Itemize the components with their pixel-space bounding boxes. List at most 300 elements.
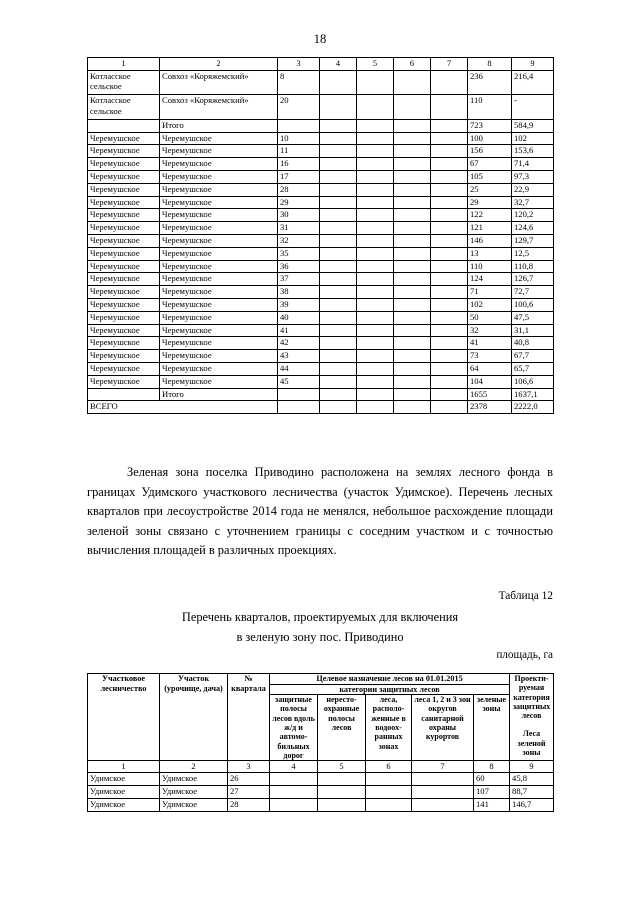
table-cell — [394, 132, 431, 145]
th-kategorii-zaschitnyh-lesov: категории защитных лесов — [270, 684, 510, 695]
column-number-cell: 2 — [160, 58, 278, 71]
table-cell — [394, 145, 431, 158]
table-cell: Котласское сельское — [88, 95, 160, 120]
table-cell: Черемушское — [88, 350, 160, 363]
table-cell — [394, 234, 431, 247]
table-cell: 32 — [278, 234, 320, 247]
table-cell — [357, 145, 394, 158]
table-cell — [394, 247, 431, 260]
table-cell: 22,9 — [512, 183, 554, 196]
table-quarters-continuation-wrap — [87, 57, 553, 414]
column-number-cell: 8 — [468, 58, 512, 71]
table-cell — [431, 311, 468, 324]
table-row — [88, 401, 554, 414]
table-cell — [357, 70, 394, 95]
column-number-cell: 9 — [512, 58, 554, 71]
th-lesa-vodoohrannye-zony: леса, располо-женные в водоох-ранных зонах — [366, 695, 412, 761]
table-row-column-numbers — [88, 761, 554, 773]
table-row — [88, 350, 554, 363]
th-nerestoohrannye-polosy: нересто-охранные полосы лесов — [318, 695, 366, 761]
table-row — [88, 209, 554, 222]
table-caption-line1: Перечень кварталов, проектируемых для включения — [181, 610, 459, 624]
th-uchastkovoe-lesnichestvo: Участковое лесничество — [88, 674, 160, 761]
table-cell: Черемушское — [88, 170, 160, 183]
table-row — [88, 222, 554, 235]
table-cell: Черемушское — [160, 286, 278, 299]
table-cell — [394, 401, 431, 414]
table-cell — [88, 388, 160, 401]
table-cell: Удимское — [160, 799, 228, 812]
column-number-cell: 6 — [366, 761, 412, 773]
table-cell — [431, 170, 468, 183]
body-paragraph: Зеленая зона поселка Приводино расположена на землях лесного фонда в границах Удимского участкового лесничества (участок Удимское). Перечень лесных кварталов при лесоустройстве 2014 года не менялся, небольшое расхождение площади зеленой зоны связано с уточнением границы с соседним участком и с точностью вычисления площадей в различных проекциях. — [87, 465, 553, 558]
table-cell: 30 — [278, 209, 320, 222]
column-number-cell: 5 — [357, 58, 394, 71]
table-cell: 40,8 — [512, 337, 554, 350]
table-cell: Черемушское — [88, 145, 160, 158]
table-cell — [394, 183, 431, 196]
table-cell — [357, 273, 394, 286]
table-cell: Удимское — [160, 786, 228, 799]
table-cell — [357, 132, 394, 145]
table-cell: 72,7 — [512, 286, 554, 299]
column-number-cell: 5 — [318, 761, 366, 773]
column-number-cell: 7 — [431, 58, 468, 71]
th-group-celevoe-naznachenie: Целевое назначение лесов на 01.01.2015 — [270, 674, 510, 685]
table-cell: 45 — [278, 375, 320, 388]
table-cell — [278, 401, 320, 414]
table-row — [88, 786, 554, 799]
th-zaschitnye-polosy-dorog: защитные полосы лесов вдоль ж/д и автомо-бильных дорог — [270, 695, 318, 761]
column-number-cell: 9 — [510, 761, 554, 773]
table-cell: 1655 — [468, 388, 512, 401]
table-cell: 36 — [278, 260, 320, 273]
table-cell: 29 — [468, 196, 512, 209]
table-cell — [320, 196, 357, 209]
table-cell — [357, 95, 394, 120]
table-cell — [394, 362, 431, 375]
table-cell — [320, 311, 357, 324]
spacer — [512, 720, 551, 729]
table-cell: 141 — [474, 799, 510, 812]
table-cell: Черемушское — [88, 196, 160, 209]
table-cell — [357, 324, 394, 337]
table-cell: 11 — [278, 145, 320, 158]
table-cell: 106,6 — [512, 375, 554, 388]
table-cell: 1637,1 — [512, 388, 554, 401]
table-cell: 236 — [468, 70, 512, 95]
table-cell — [320, 401, 357, 414]
table-cell — [412, 799, 474, 812]
table-cell — [394, 273, 431, 286]
table-cell: 43 — [278, 350, 320, 363]
table-cell: Черемушское — [88, 247, 160, 260]
table-cell — [320, 234, 357, 247]
table-cell: 32,7 — [512, 196, 554, 209]
column-number-cell: 7 — [412, 761, 474, 773]
table-cell: 8 — [278, 70, 320, 95]
table-cell — [431, 222, 468, 235]
table-row — [88, 183, 554, 196]
table-cell: Черемушское — [88, 337, 160, 350]
table-cell: 32 — [468, 324, 512, 337]
table-cell — [320, 222, 357, 235]
table-cell — [431, 234, 468, 247]
table-cell: 25 — [468, 183, 512, 196]
column-number-cell: 1 — [88, 761, 160, 773]
table-cell: 102 — [512, 132, 554, 145]
table-cell: 124 — [468, 273, 512, 286]
table-cell: 122 — [468, 209, 512, 222]
table-cell — [394, 375, 431, 388]
table-cell — [357, 260, 394, 273]
table-cell — [357, 337, 394, 350]
table-cell: Черемушское — [160, 311, 278, 324]
table-cell: 40 — [278, 311, 320, 324]
table-cell — [320, 247, 357, 260]
table-cell — [357, 183, 394, 196]
table-cell: Черемушское — [88, 183, 160, 196]
table-row — [88, 234, 554, 247]
table-cell: 28 — [228, 799, 270, 812]
table-cell: Черемушское — [88, 158, 160, 171]
table-cell: Удимское — [88, 786, 160, 799]
table-cell — [412, 786, 474, 799]
table-cell — [394, 337, 431, 350]
table-cell: 38 — [278, 286, 320, 299]
table-cell — [320, 286, 357, 299]
table-cell: Черемушское — [160, 170, 278, 183]
table-cell: Черемушское — [160, 337, 278, 350]
table-cell — [320, 209, 357, 222]
table-cell: 100,6 — [512, 298, 554, 311]
table-row — [88, 362, 554, 375]
table-cell: - — [512, 95, 554, 120]
table-cell — [394, 222, 431, 235]
table-cell — [357, 247, 394, 260]
table-cell — [431, 273, 468, 286]
table-cell — [320, 170, 357, 183]
table-cell: Черемушское — [88, 286, 160, 299]
table-cell: Черемушское — [160, 158, 278, 171]
table-cell: Итого — [160, 119, 278, 132]
table-cell: 17 — [278, 170, 320, 183]
column-number-cell: 4 — [270, 761, 318, 773]
table-row — [88, 132, 554, 145]
table-privodino-wrap — [87, 673, 553, 812]
table-cell — [431, 324, 468, 337]
table-cell: 73 — [468, 350, 512, 363]
table-cell: 67 — [468, 158, 512, 171]
table-cell — [431, 362, 468, 375]
th-uchastok: Участок (урочище, дача) — [160, 674, 228, 761]
table-row-column-numbers — [88, 58, 554, 71]
table-cell: Совхоз «Коряжемский» — [160, 70, 278, 95]
table-cell: Итого — [160, 388, 278, 401]
table-row — [88, 311, 554, 324]
table-cell — [320, 132, 357, 145]
table-cell — [431, 401, 468, 414]
table-row — [88, 158, 554, 171]
table-cell — [320, 183, 357, 196]
table-cell: Черемушское — [88, 311, 160, 324]
table-row — [88, 324, 554, 337]
table-cell — [320, 350, 357, 363]
table-cell — [357, 298, 394, 311]
table-cell: 41 — [278, 324, 320, 337]
page-number: 18 — [313, 32, 327, 46]
column-number-cell: 6 — [394, 58, 431, 71]
table-cell: Черемушское — [160, 350, 278, 363]
table-cell — [431, 209, 468, 222]
table-cell: 100 — [468, 132, 512, 145]
table-cell — [431, 298, 468, 311]
table-row — [88, 260, 554, 273]
table-cell: Удимское — [88, 799, 160, 812]
table-cell — [357, 119, 394, 132]
table-cell: Удимское — [160, 773, 228, 786]
table-row — [88, 273, 554, 286]
table-caption-line2: в зеленую зону пос. Приводино — [236, 629, 404, 644]
table-cell: 39 — [278, 298, 320, 311]
table-cell: 105 — [468, 170, 512, 183]
table-cell: Черемушское — [88, 298, 160, 311]
table-cell: 42 — [278, 337, 320, 350]
table-cell — [394, 298, 431, 311]
table-cell: Черемушское — [160, 196, 278, 209]
table-cell — [320, 145, 357, 158]
table-cell: 104 — [468, 375, 512, 388]
table-row — [88, 70, 554, 95]
table-cell — [320, 70, 357, 95]
table-cell: 47,5 — [512, 311, 554, 324]
table-cell — [357, 222, 394, 235]
table-cell — [320, 119, 357, 132]
table-cell: 64 — [468, 362, 512, 375]
table-cell — [270, 786, 318, 799]
table-cell: 88,7 — [510, 786, 554, 799]
table-cell: 37 — [278, 273, 320, 286]
table-cell: Черемушское — [160, 209, 278, 222]
table-cell: 71,4 — [512, 158, 554, 171]
table-cell: 31,1 — [512, 324, 554, 337]
table-cell — [431, 260, 468, 273]
table-cell — [318, 773, 366, 786]
table-cell — [357, 388, 394, 401]
column-number-cell: 1 — [88, 58, 160, 71]
table-cell: 124,6 — [512, 222, 554, 235]
table-cell — [320, 260, 357, 273]
th-proektiruemaya-top: Проекти-руемая категория защитных лесов — [512, 674, 551, 721]
table-cell: 120,2 — [512, 209, 554, 222]
column-number-cell: 3 — [228, 761, 270, 773]
table-row — [88, 145, 554, 158]
table-cell — [320, 324, 357, 337]
table-cell — [366, 773, 412, 786]
table-cell: 44 — [278, 362, 320, 375]
table-cell — [431, 145, 468, 158]
table-cell — [357, 234, 394, 247]
table-cell: Черемушское — [88, 324, 160, 337]
table-cell: 107 — [474, 786, 510, 799]
table-cell: 31 — [278, 222, 320, 235]
table-cell — [394, 95, 431, 120]
table-row — [88, 196, 554, 209]
table-row — [88, 286, 554, 299]
table-cell — [357, 401, 394, 414]
table-cell — [357, 350, 394, 363]
table-cell: Черемушское — [160, 298, 278, 311]
th-nomer-kvartala: № квартала — [228, 674, 270, 761]
table-cell — [320, 362, 357, 375]
table-row — [88, 119, 554, 132]
table-cell: Удимское — [88, 773, 160, 786]
th-lesa-zelenoy-zony: Леса зеленой зоны — [517, 729, 546, 758]
table-cell: 35 — [278, 247, 320, 260]
table-cell: Черемушское — [88, 234, 160, 247]
column-number-cell: 3 — [278, 58, 320, 71]
table-cell: Черемушское — [160, 375, 278, 388]
table-cell: Черемушское — [88, 209, 160, 222]
table-cell: Черемушское — [160, 324, 278, 337]
table-cell: 146,7 — [510, 799, 554, 812]
table-cell: Черемушское — [160, 145, 278, 158]
table-cell — [357, 375, 394, 388]
table-cell: Черемушское — [160, 247, 278, 260]
table-cell: 29 — [278, 196, 320, 209]
table-cell: Черемушское — [160, 234, 278, 247]
table-cell — [357, 170, 394, 183]
table-cell — [394, 209, 431, 222]
table-cell — [431, 247, 468, 260]
table-cell — [357, 362, 394, 375]
table-cell — [431, 70, 468, 95]
th-proektiruemaya-kategoriya — [510, 674, 554, 761]
table-cell — [431, 158, 468, 171]
table-row — [88, 773, 554, 786]
table-cell: 16 — [278, 158, 320, 171]
table-cell — [431, 119, 468, 132]
table-cell: Черемушское — [160, 222, 278, 235]
table-cell — [394, 196, 431, 209]
table-cell: 2222,0 — [512, 401, 554, 414]
table-cell: 67,7 — [512, 350, 554, 363]
table-cell: 110 — [468, 95, 512, 120]
table-row — [88, 170, 554, 183]
table-cell: 121 — [468, 222, 512, 235]
table-cell: 126,7 — [512, 273, 554, 286]
table-cell — [394, 350, 431, 363]
table-cell: Черемушское — [160, 260, 278, 273]
table-cell: 156 — [468, 145, 512, 158]
table-cell: 110,8 — [512, 260, 554, 273]
table-cell — [270, 799, 318, 812]
table-privodino — [87, 673, 554, 812]
table-cell: Черемушское — [88, 222, 160, 235]
table-cell — [357, 311, 394, 324]
table-cell — [394, 170, 431, 183]
table-cell — [431, 388, 468, 401]
table-cell — [431, 95, 468, 120]
table-cell: Черемушское — [88, 260, 160, 273]
table-cell: Черемушское — [160, 362, 278, 375]
table-cell — [318, 799, 366, 812]
table-cell: Черемушское — [88, 362, 160, 375]
table-units-label: площадь, га — [496, 649, 553, 661]
table-cell — [320, 388, 357, 401]
table-cell — [431, 350, 468, 363]
table-cell: Котласское сельское — [88, 70, 160, 95]
table-row — [88, 375, 554, 388]
table-cell: 71 — [468, 286, 512, 299]
table-cell — [394, 158, 431, 171]
table-cell: 20 — [278, 95, 320, 120]
column-number-cell: 8 — [474, 761, 510, 773]
table-cell-total-label: ВСЕГО — [88, 401, 278, 414]
table-cell: 41 — [468, 337, 512, 350]
table-cell — [431, 337, 468, 350]
table-cell — [270, 773, 318, 786]
table-cell — [431, 132, 468, 145]
table-cell: 216,4 — [512, 70, 554, 95]
table-cell: 26 — [228, 773, 270, 786]
table-quarters-continuation — [87, 57, 554, 414]
table-cell — [394, 388, 431, 401]
table-cell: 102 — [468, 298, 512, 311]
table-cell — [394, 260, 431, 273]
table-cell — [320, 375, 357, 388]
table-cell — [357, 209, 394, 222]
table-cell: Черемушское — [160, 132, 278, 145]
column-number-cell: 4 — [320, 58, 357, 71]
table-cell: 110 — [468, 260, 512, 273]
table-cell: 50 — [468, 311, 512, 324]
table-cell — [357, 286, 394, 299]
table-cell: Черемушское — [88, 273, 160, 286]
table-cell: 584,9 — [512, 119, 554, 132]
table-cell: Черемушское — [160, 183, 278, 196]
table-cell: 65,7 — [512, 362, 554, 375]
table-cell: Черемушское — [88, 375, 160, 388]
table-cell — [357, 196, 394, 209]
column-number-cell: 2 — [160, 761, 228, 773]
table-row — [88, 799, 554, 812]
table-cell — [320, 298, 357, 311]
table-cell — [278, 119, 320, 132]
table-cell — [278, 388, 320, 401]
th-zelenye-zony: зеленые зоны — [474, 695, 510, 761]
table-cell — [394, 311, 431, 324]
table-cell — [357, 158, 394, 171]
table-cell — [431, 196, 468, 209]
table-cell — [320, 95, 357, 120]
table-row — [88, 95, 554, 120]
table-cell — [320, 337, 357, 350]
table-cell: 13 — [468, 247, 512, 260]
table-cell: 129,7 — [512, 234, 554, 247]
table-cell: 45,8 — [510, 773, 554, 786]
table-cell: 60 — [474, 773, 510, 786]
table-cell: Совхоз «Коряжемский» — [160, 95, 278, 120]
table-cell — [394, 286, 431, 299]
table-cell — [394, 119, 431, 132]
table-cell: Черемушское — [160, 273, 278, 286]
th-lesa-okrugov-sanitarnoy-ohrany: леса 1, 2 и 3 зон округов санитарной охраны курортов — [412, 695, 474, 761]
table-cell — [366, 786, 412, 799]
table-cell: 12,5 — [512, 247, 554, 260]
table-cell: 723 — [468, 119, 512, 132]
table-cell: Черемушское — [88, 132, 160, 145]
